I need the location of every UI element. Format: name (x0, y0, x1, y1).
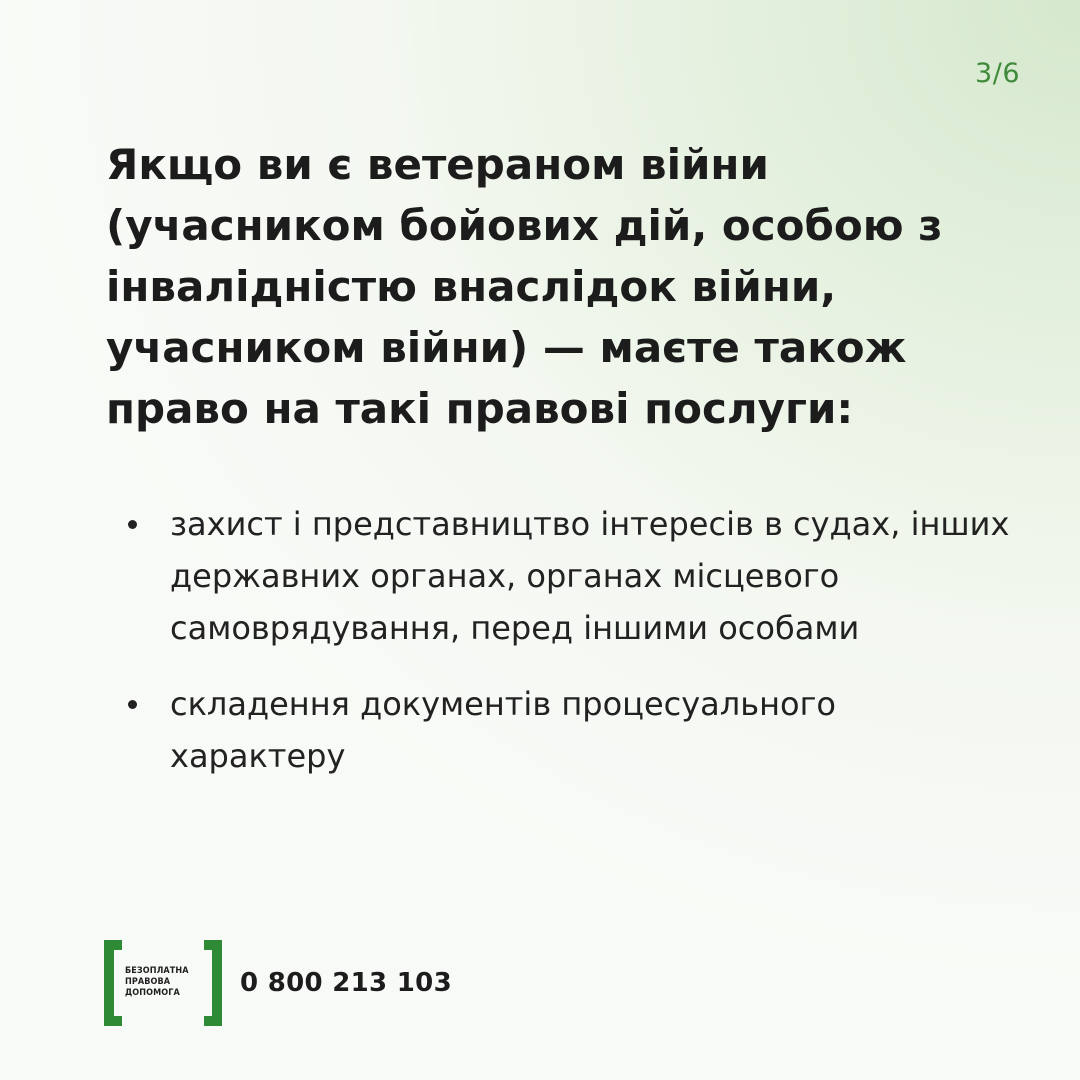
bullet-icon (128, 520, 137, 529)
logo (104, 940, 222, 1026)
right-bracket-icon (204, 940, 222, 1026)
service-text: складення документів процесуального характеру (170, 685, 836, 775)
logo-text (125, 966, 189, 999)
logo-line: ПРАВОВА (125, 977, 171, 987)
service-text: захист і представництво інтересів в судах, інших державних органах, органах місцевого самоврядування, перед іншими особами (170, 505, 1010, 647)
bullet-icon (128, 700, 137, 709)
list-item (120, 498, 1020, 654)
left-bracket-icon (104, 940, 122, 1026)
headline: Якщо ви є ветераном війни (учасником бойових дій, особою з інвалідністю внаслідок війни, учасником війни) — маєте також право на такі правові послуги: (106, 140, 943, 433)
services-list (120, 498, 1020, 806)
list-item (120, 678, 1020, 782)
page-counter: 3/6 (975, 58, 1020, 89)
phone-number: 0 800 213 103 (240, 968, 452, 998)
footer (104, 940, 452, 1026)
logo-line: ДОПОМОГА (125, 988, 180, 998)
logo-line: БЕЗОПЛАТНА (125, 966, 189, 976)
